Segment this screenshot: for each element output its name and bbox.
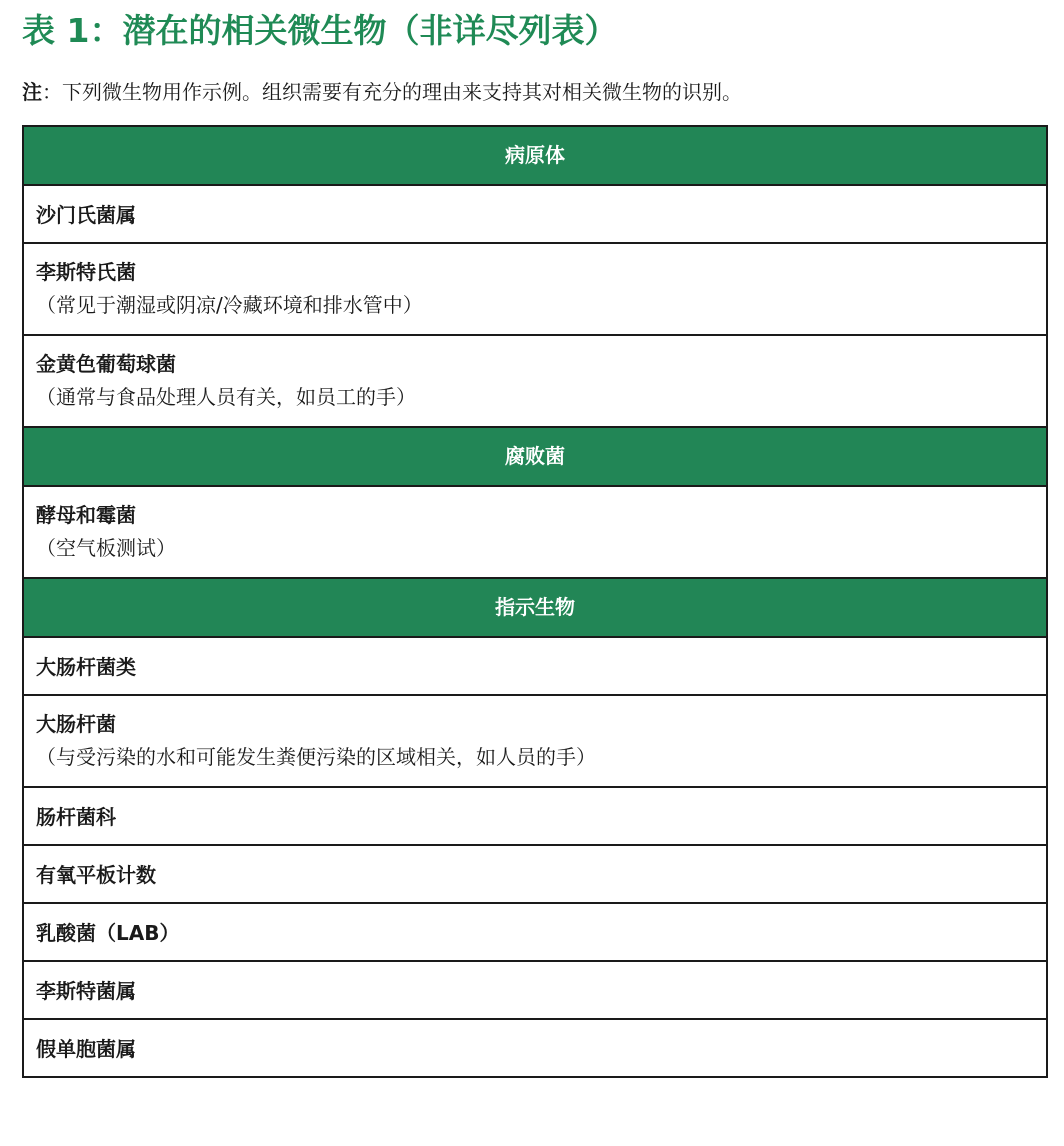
section-header: 指示生物 (24, 579, 1046, 638)
table-row (24, 186, 1046, 244)
table-row (24, 904, 1046, 962)
organism-note: （常见于潮湿或阴凉/冷藏环境和排水管中） (36, 293, 423, 317)
organism-name: 沙门氏菌属 (36, 203, 136, 227)
organism-name: 有氧平板计数 (36, 863, 156, 887)
organism-note: （通常与食品处理人员有关，如员工的手） (36, 385, 416, 409)
table-row (24, 962, 1046, 1020)
table-row (24, 846, 1046, 904)
note-text: ：下列微生物用作示例。组织需要有充分的理由来支持其对相关微生物的识别。 (42, 80, 742, 104)
organism-name: 李斯特氏菌 (36, 260, 136, 284)
table-title: 表 1：潜在的相关微生物（非详尽列表） (22, 11, 618, 50)
table-row (24, 696, 1046, 788)
section-header: 病原体 (24, 127, 1046, 186)
microorganism-table (22, 125, 1048, 1078)
organism-name: 大肠杆菌 (36, 712, 116, 736)
organism-name: 乳酸菌（LAB） (36, 921, 180, 945)
organism-note: （与受污染的水和可能发生粪便污染的区域相关，如人员的手） (36, 745, 596, 769)
table-note (22, 78, 742, 106)
table-row (24, 336, 1046, 428)
table-row (24, 638, 1046, 696)
section-header: 腐败菌 (24, 428, 1046, 487)
organism-name: 肠杆菌科 (36, 805, 116, 829)
table-row (24, 1020, 1046, 1078)
table-row (24, 487, 1046, 579)
organism-name: 金黄色葡萄球菌 (36, 352, 176, 376)
note-label: 注 (22, 80, 42, 104)
organism-name: 假单胞菌属 (36, 1037, 136, 1061)
organism-name: 酵母和霉菌 (36, 503, 136, 527)
organism-name: 李斯特菌属 (36, 979, 136, 1003)
organism-note: （空气板测试） (36, 536, 176, 560)
table-row (24, 244, 1046, 336)
organism-name: 大肠杆菌类 (36, 655, 136, 679)
table-row (24, 788, 1046, 846)
